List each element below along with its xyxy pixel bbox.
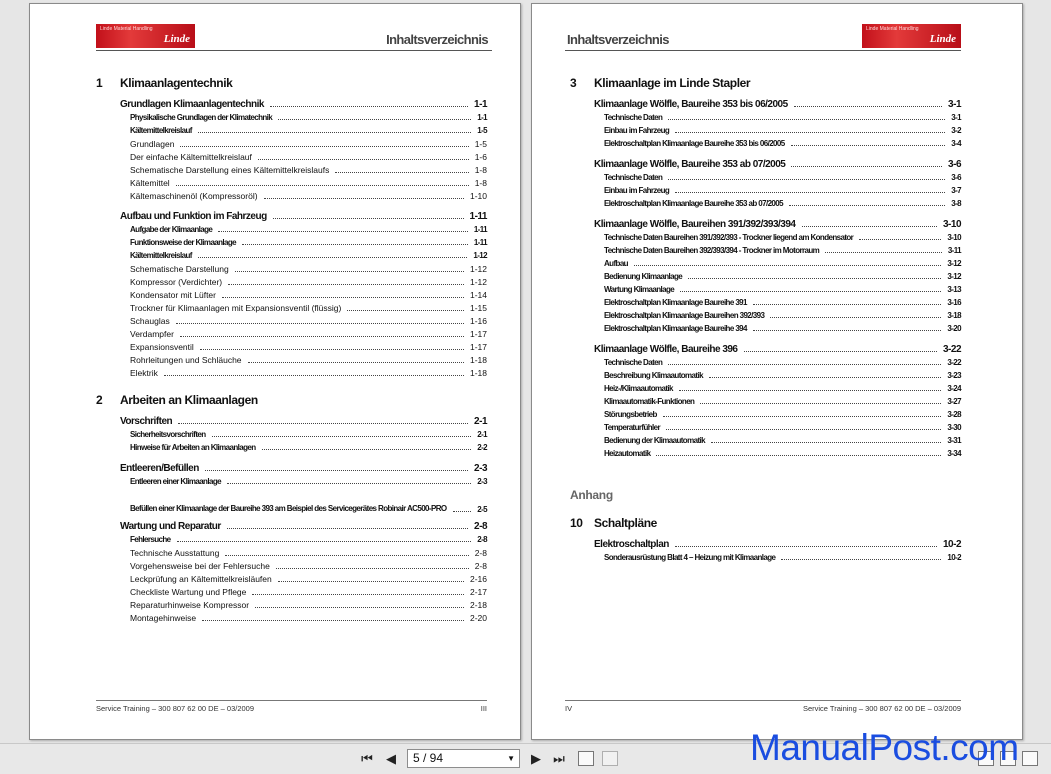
toc-entry-link[interactable]: [130, 477, 487, 490]
entry-title: Technische Daten: [604, 173, 663, 182]
chapter-number: 3: [570, 76, 577, 90]
dot-leader: [242, 244, 468, 245]
entry-title: Kältemittelkreislauf: [130, 126, 192, 135]
entry-page-number: 3-8: [951, 199, 961, 208]
toc-entry-link[interactable]: [130, 165, 487, 178]
section-title: Wartung und Reparatur: [120, 521, 221, 532]
toc-entry-link[interactable]: [130, 238, 487, 251]
chevron-down-icon: ▼: [507, 754, 515, 763]
first-page-button[interactable]: ⏮: [361, 751, 373, 766]
next-page-button[interactable]: ▶: [531, 751, 541, 766]
entry-page-number: 1-10: [469, 191, 487, 201]
entry-page-number: 1-17: [469, 342, 487, 352]
dot-leader: [680, 291, 941, 292]
entry-title: Einbau im Fahrzeug: [604, 186, 670, 195]
last-page-button[interactable]: ⏭: [553, 751, 565, 766]
entry-title: Heiz-/Klimaautomatik: [604, 384, 673, 393]
entry-page-number: 2-8: [474, 561, 487, 571]
dot-leader: [212, 436, 472, 437]
dot-leader: [276, 568, 469, 569]
toc-entry-link[interactable]: [130, 277, 487, 290]
dot-leader: [668, 179, 945, 180]
dot-leader: [205, 470, 468, 471]
toc-entry-link[interactable]: [604, 358, 961, 371]
dot-leader: [347, 310, 464, 311]
dot-leader: [453, 511, 472, 512]
page-footer: [565, 700, 961, 712]
section-page-number: 3-1: [948, 99, 961, 110]
dot-leader: [753, 330, 942, 331]
entry-title: Sicherheitsvorschriften: [130, 430, 206, 439]
entry-page-number: 1-17: [469, 329, 487, 339]
dot-leader: [789, 205, 945, 206]
toc-entry-link[interactable]: [604, 410, 961, 423]
dot-leader: [278, 581, 464, 582]
dot-leader: [227, 528, 468, 529]
toc-section-link[interactable]: [594, 539, 961, 553]
section-title: Entleeren/Befüllen: [120, 463, 199, 474]
dot-leader: [663, 416, 942, 417]
dot-leader: [679, 390, 941, 391]
previous-page-button[interactable]: ◀: [386, 751, 396, 766]
section-title: Elektroschaltplan: [594, 539, 669, 550]
dot-leader: [180, 336, 464, 337]
entry-page-number: 3-24: [947, 384, 961, 393]
section-title: Klimaanlage Wölfle, Baureihe 353 bis 06/2005: [594, 99, 788, 110]
footer-left: IV: [565, 704, 573, 713]
entry-title: Rohrleitungen und Schläuche: [130, 355, 242, 365]
toc-entry-link[interactable]: [604, 397, 961, 410]
section-page-number: 10-2: [942, 539, 961, 550]
footer-right: Service Training – 300 807 62 00 DE – 03/2009: [802, 704, 961, 713]
entry-title: Technische Daten Baureihen 391/392/393 - Trockner liegend am Kondensator: [604, 233, 854, 242]
entry-page-number: 3-23: [947, 371, 961, 380]
toc-entry-link[interactable]: [130, 225, 487, 238]
toc-entry-link[interactable]: [604, 298, 961, 311]
table-of-contents: [96, 74, 487, 626]
entry-title: Störungsbetrieb: [604, 410, 657, 419]
entry-title: Beschreibung Klimaautomatik: [604, 371, 703, 380]
section-page-number: 2-8: [474, 521, 487, 532]
dot-leader: [753, 304, 942, 305]
entry-page-number: 2-3: [477, 477, 487, 486]
entry-page-number: 3-11: [947, 246, 961, 255]
entry-page-number: 2-2: [477, 443, 487, 452]
entry-page-number: 3-7: [951, 186, 961, 195]
entry-title: Fehlersuche: [130, 535, 171, 544]
entry-page-number: 1-11: [473, 238, 487, 247]
dot-leader: [668, 364, 941, 365]
toc-section-link[interactable]: [120, 521, 487, 535]
dot-leader: [200, 349, 464, 350]
dot-leader: [688, 278, 941, 279]
entry-title: Bedienung Klimaanlage: [604, 272, 683, 281]
toc-entry-link[interactable]: [604, 272, 961, 285]
section-page-number: 3-10: [942, 219, 961, 230]
chapter-title: Klimaanlage im Linde Stapler: [594, 76, 751, 90]
entry-page-number: 1-12: [473, 251, 487, 260]
entry-page-number: 1-8: [474, 165, 487, 175]
entry-page-number: 1-5: [474, 139, 487, 149]
entry-page-number: 1-18: [469, 355, 487, 365]
document-page-right: [531, 3, 1023, 740]
toc-entry-link[interactable]: [130, 490, 487, 514]
entry-title: Sonderausrüstung Blatt 4 – Heizung mit Klimaanlage: [604, 553, 776, 562]
dot-leader: [262, 449, 472, 450]
logo-brand: Linde: [929, 33, 956, 45]
entry-page-number: 1-15: [469, 303, 487, 313]
entry-title: Kältemittelkreislauf: [130, 251, 192, 260]
logo-subtitle: Linde Material Handling: [100, 26, 153, 32]
entry-title: Heizautomatik: [604, 449, 651, 458]
entry-page-number: 3-10: [947, 233, 961, 242]
toc-entry-link[interactable]: [130, 600, 487, 613]
entry-title: Klimaautomatik-Funktionen: [604, 397, 695, 406]
entry-title: Technische Daten: [604, 358, 663, 367]
dot-leader: [781, 559, 941, 560]
dot-leader: [675, 546, 937, 547]
toc-entry-link[interactable]: [130, 303, 487, 316]
section-page-number: 3-22: [942, 344, 961, 355]
section-page-number: 1-11: [469, 211, 487, 222]
entry-title: Aufbau: [604, 259, 628, 268]
section-title: Vorschriften: [120, 416, 173, 427]
dot-leader: [791, 145, 946, 146]
entry-page-number: 3-18: [947, 311, 961, 320]
toc-entry-link[interactable]: [130, 430, 487, 443]
toc-section-link[interactable]: [594, 99, 961, 113]
section-title: Klimaanlage Wölfle, Baureihen 391/392/393/394: [594, 219, 796, 230]
toc-entry-link[interactable]: [130, 264, 487, 277]
entry-title: Hinweise für Arbeiten an Klimaanlagen: [130, 443, 256, 452]
toc-entry-link[interactable]: [604, 113, 961, 126]
entry-page-number: 1-1: [477, 113, 487, 122]
entry-page-number: 2-16: [469, 574, 487, 584]
entry-page-number: 3-4: [951, 139, 961, 148]
entry-title: Bedienung der Klimaautomatik: [604, 436, 705, 445]
chapter-title: Arbeiten an Klimaanlagen: [120, 393, 258, 407]
entry-title: Grundlagen: [130, 139, 175, 149]
dot-leader: [709, 377, 941, 378]
toc-entry-link[interactable]: [604, 371, 961, 384]
toc-entry-link[interactable]: [604, 233, 961, 246]
dot-leader: [222, 297, 464, 298]
toc-entry-link[interactable]: [604, 186, 961, 199]
toc-entry-link[interactable]: [604, 139, 961, 152]
entry-title: Wartung Klimaanlage: [604, 285, 675, 294]
toc-entry-link[interactable]: [604, 126, 961, 139]
toc-entry-link[interactable]: [130, 443, 487, 456]
toc-entry-link[interactable]: [604, 449, 961, 462]
footer-right: III: [480, 704, 487, 713]
entry-page-number: 1-11: [473, 225, 487, 234]
dot-leader: [666, 429, 941, 430]
header-title: Inhaltsverzeichnis: [386, 32, 488, 47]
entry-page-number: 1-8: [474, 178, 487, 188]
entry-title: Kompressor (Verdichter): [130, 277, 223, 287]
dot-leader: [225, 555, 468, 556]
entry-page-number: 2-20: [469, 613, 487, 623]
entry-title: Elektroschaltplan Klimaanlage Baureihe 394: [604, 324, 747, 333]
entry-title: Technische Ausstattung: [130, 548, 220, 558]
entry-page-number: 3-30: [947, 423, 961, 432]
entry-page-number: 3-34: [947, 449, 961, 458]
entry-page-number: 1-18: [469, 368, 487, 378]
section-page-number: 2-3: [474, 463, 487, 474]
toc-entry-link[interactable]: [130, 251, 487, 264]
entry-title: Kältemaschinenöl (Kompressoröl): [130, 191, 258, 201]
dot-leader: [744, 351, 937, 352]
entry-title: Funktionsweise der Klimaanlage: [130, 238, 237, 247]
entry-page-number: 1-6: [474, 152, 487, 162]
dot-leader: [802, 226, 937, 227]
dot-leader: [178, 423, 468, 424]
entry-page-number: 3-2: [951, 126, 961, 135]
toc-entry-link[interactable]: [130, 368, 487, 381]
logo-subtitle: Linde Material Handling: [866, 26, 919, 32]
dot-leader: [656, 455, 941, 456]
entry-page-number: 3-13: [947, 285, 961, 294]
dot-leader: [675, 192, 945, 193]
dot-leader: [270, 106, 468, 107]
dot-leader: [825, 252, 942, 253]
entry-page-number: 2-8: [477, 535, 487, 544]
table-of-contents: [570, 74, 961, 566]
dot-leader: [164, 375, 464, 376]
toc-entry-link[interactable]: [130, 191, 487, 204]
entry-page-number: 3-6: [951, 173, 961, 182]
entry-page-number: 3-28: [947, 410, 961, 419]
entry-page-number: 3-12: [947, 259, 961, 268]
toc-entry-link[interactable]: [130, 587, 487, 600]
toc-section-link[interactable]: [594, 344, 961, 358]
entry-title: Trockner für Klimaanlagen mit Expansionsventil (flüssig): [130, 303, 342, 313]
dot-leader: [248, 362, 464, 363]
chapter-number: 2: [96, 393, 103, 407]
chapter-number: 1: [96, 76, 103, 90]
chapter-number: 10: [570, 516, 583, 530]
dot-leader: [770, 317, 941, 318]
entry-title: Elektroschaltplan Klimaanlage Baureihe 391: [604, 298, 747, 307]
entry-title: Entleeren einer Klimaanlage: [130, 477, 221, 486]
dot-leader: [202, 620, 464, 621]
entry-page-number: 10-2: [947, 553, 961, 562]
toc-entry-link[interactable]: [130, 561, 487, 574]
toc-entry-link[interactable]: [604, 259, 961, 272]
watermark-text: ManualPost.com: [750, 727, 1019, 768]
entry-page-number: 2-17: [469, 587, 487, 597]
entry-page-number: 2-18: [469, 600, 487, 610]
entry-page-number: 1-12: [469, 277, 487, 287]
toc-entry-link[interactable]: [604, 553, 961, 566]
entry-title: Schauglas: [130, 316, 170, 326]
toc-entry-link[interactable]: [604, 199, 961, 212]
toc-entry-link[interactable]: [604, 384, 961, 397]
entry-title: Expansionsventil: [130, 342, 194, 352]
entry-title: Schematische Darstellung eines Kältemittelkreislaufs: [130, 165, 330, 175]
entry-page-number: 3-1: [951, 113, 961, 122]
dot-leader: [177, 541, 472, 542]
chapter-title: Klimaanlagentechnik: [120, 76, 233, 90]
entry-title: Montagehinweise: [130, 613, 197, 623]
chapter-heading[interactable]: [570, 514, 961, 532]
dot-leader: [791, 166, 942, 167]
toc-entry-link[interactable]: [604, 173, 961, 186]
dot-leader: [794, 106, 942, 107]
section-title: Aufbau und Funktion im Fahrzeug: [120, 211, 267, 222]
chapter-heading[interactable]: [96, 391, 487, 409]
dot-leader: [227, 483, 471, 484]
dot-leader: [180, 146, 468, 147]
entry-page-number: 3-16: [947, 298, 961, 307]
page-view-icon[interactable]: [578, 751, 594, 766]
dot-leader: [668, 119, 945, 120]
header-title: Inhaltsverzeichnis: [567, 32, 669, 47]
dot-leader: [252, 594, 464, 595]
entry-title: Der einfache Kältemittelkreislauf: [130, 152, 252, 162]
toc-section-link[interactable]: [120, 463, 487, 477]
toc-entry-link[interactable]: [130, 574, 487, 587]
entry-page-number: 1-14: [469, 290, 487, 300]
entry-title: Physikalische Grundlagen der Klimatechnik: [130, 113, 273, 122]
section-page-number: 3-6: [948, 159, 961, 170]
dot-leader: [634, 265, 941, 266]
entry-title: Elektroschaltplan Klimaanlage Baureihe 353 ab 07/2005: [604, 199, 783, 208]
entry-title: Leckprüfung an Kältemittelkreisläufen: [130, 574, 272, 584]
entry-title: Elektrik: [130, 368, 158, 378]
entry-title: Aufgabe der Klimaanlage: [130, 225, 213, 234]
page-header: [565, 24, 961, 51]
toc-entry-link[interactable]: [130, 152, 487, 165]
dot-leader: [198, 257, 468, 258]
entry-page-number: 3-31: [947, 436, 961, 445]
toc-section-link[interactable]: [120, 99, 487, 113]
logo-brand: Linde: [163, 33, 190, 45]
entry-title: Elektroschaltplan Klimaanlage Baureihe 353 bis 06/2005: [604, 139, 785, 148]
entry-title: Technische Daten: [604, 113, 663, 122]
appendix-heading: Anhang: [570, 488, 613, 502]
section-page-number: 2-1: [474, 416, 487, 427]
chapter-title: Schaltpläne: [594, 516, 657, 530]
entry-page-number: 1-5: [477, 126, 487, 135]
toc-entry-link[interactable]: [130, 316, 487, 329]
entry-page-number: 2-1: [477, 430, 487, 439]
toc-entry-link[interactable]: [604, 324, 961, 337]
toc-entry-link[interactable]: [130, 126, 487, 139]
dot-leader: [176, 323, 464, 324]
dot-leader: [700, 403, 941, 404]
linde-logo: [96, 24, 195, 48]
page-header: [96, 24, 492, 51]
toc-entry-link[interactable]: [130, 342, 487, 355]
dot-leader: [235, 271, 464, 272]
entry-title: Reparaturhinweise Kompressor: [130, 600, 250, 610]
entry-title: Kältemittel: [130, 178, 170, 188]
entry-title: Elektroschaltplan Klimaanlage Baureihen 392/393: [604, 311, 765, 320]
dot-leader: [335, 172, 468, 173]
toc-entry-link[interactable]: [130, 613, 487, 626]
entry-page-number: 3-27: [947, 397, 961, 406]
toc-entry-link[interactable]: [604, 436, 961, 449]
entry-page-number: 2-5: [477, 505, 487, 514]
entry-page-number: 3-22: [947, 358, 961, 367]
entry-title: Einbau im Fahrzeug: [604, 126, 670, 135]
toc-entry-link[interactable]: [130, 329, 487, 342]
two-page-view-icon[interactable]: [602, 751, 618, 766]
toc-entry-link[interactable]: [130, 355, 487, 368]
dot-leader: [176, 185, 469, 186]
document-page-left: [29, 3, 521, 740]
toc-section-link[interactable]: [594, 159, 961, 173]
entry-page-number: 1-16: [469, 316, 487, 326]
linde-logo: [862, 24, 961, 48]
dot-leader: [859, 239, 941, 240]
chapter-heading[interactable]: [96, 74, 487, 92]
page-select[interactable]: [407, 749, 520, 768]
dot-leader: [273, 218, 464, 219]
footer-left: Service Training – 300 807 62 00 DE – 03/2009: [96, 704, 255, 713]
dot-leader: [711, 442, 941, 443]
entry-title: Vorgehensweise bei der Fehlersuche: [130, 561, 270, 571]
entry-page-number: 2-8: [474, 548, 487, 558]
toc-section-link[interactable]: [120, 416, 487, 430]
entry-title: Verdampfer: [130, 329, 174, 339]
dot-leader: [218, 231, 468, 232]
dot-leader: [264, 198, 464, 199]
entry-page-number: 1-12: [469, 264, 487, 274]
section-title: Grundlagen Klimaanlagentechnik: [120, 99, 264, 110]
dot-leader: [258, 159, 469, 160]
settings-icon[interactable]: [1022, 751, 1038, 766]
entry-title: Befüllen einer Klimaanlage der Baureihe 393 am Beispiel des Servicegerätes Robinair AC500-PRO: [130, 504, 447, 513]
toc-entry-link[interactable]: [130, 548, 487, 561]
section-page-number: 1-1: [474, 99, 487, 110]
section-title: Klimaanlage Wölfle, Baureihe 353 ab 07/2005: [594, 159, 786, 170]
entry-page-number: 3-20: [947, 324, 961, 333]
toc-entry-link[interactable]: [604, 423, 961, 436]
entry-title: Technische Daten Baureihen 392/393/394 - Trockner im Motorraum: [604, 246, 820, 255]
page-indicator: 5 / 94: [413, 751, 444, 765]
toc-entry-link[interactable]: [130, 535, 487, 548]
toc-entry-link[interactable]: [604, 285, 961, 298]
section-title: Klimaanlage Wölfle, Baureihe 396: [594, 344, 738, 355]
toc-entry-link[interactable]: [604, 246, 961, 259]
entry-title: Kondensator mit Lüfter: [130, 290, 216, 300]
toc-entry-link[interactable]: [604, 311, 961, 324]
toc-entry-link[interactable]: [130, 178, 487, 191]
entry-title: Checkliste Wartung und Pflege: [130, 587, 247, 597]
entry-title: Schematische Darstellung: [130, 264, 229, 274]
entry-title: Temperaturfühler: [604, 423, 661, 432]
toc-section-link[interactable]: [120, 211, 487, 225]
chapter-heading[interactable]: [570, 74, 961, 92]
dot-leader: [255, 607, 464, 608]
dot-leader: [228, 284, 464, 285]
dot-leader: [675, 132, 945, 133]
toc-section-link[interactable]: [594, 219, 961, 233]
dot-leader: [198, 132, 471, 133]
dot-leader: [278, 119, 471, 120]
page-footer: [96, 700, 487, 712]
toc-entry-link[interactable]: [130, 139, 487, 152]
toc-entry-link[interactable]: [130, 113, 487, 126]
toc-entry-link[interactable]: [130, 290, 487, 303]
entry-page-number: 3-12: [947, 272, 961, 281]
